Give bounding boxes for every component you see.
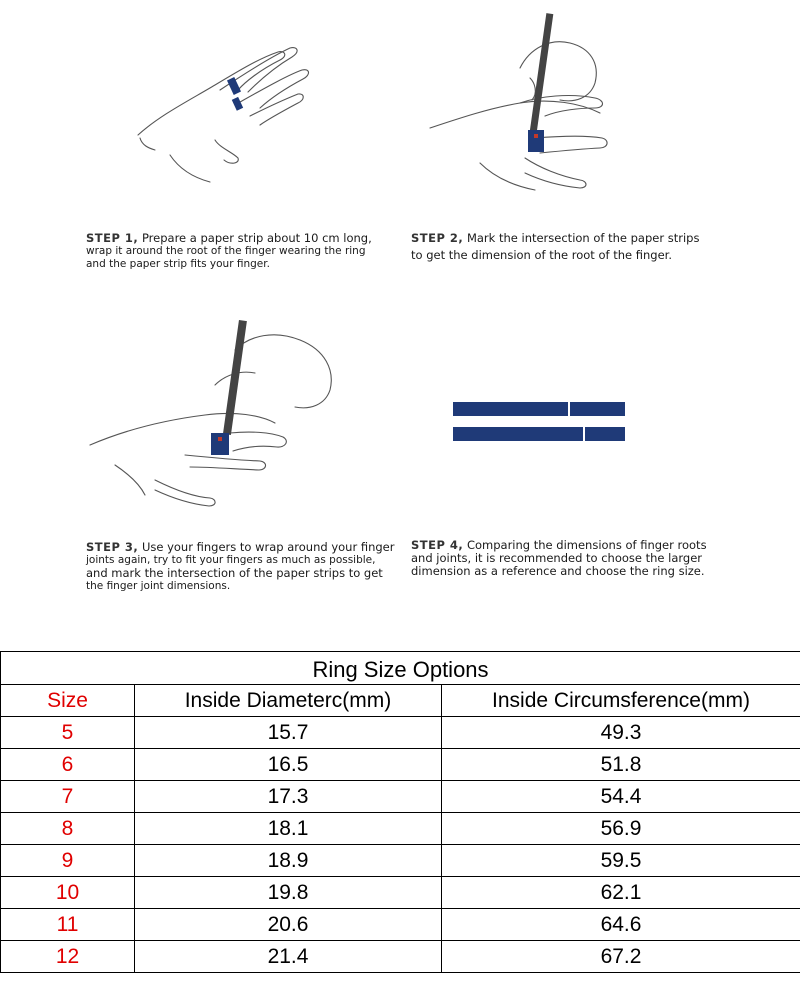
circumference-cell: 54.4 [442, 781, 800, 813]
paper-strip [528, 130, 544, 152]
step-label: STEP 2, [411, 231, 464, 245]
joint-strip-end [585, 427, 625, 441]
step-line: Prepare a paper strip about 10 cm long, [141, 231, 372, 245]
table-header-row [1, 685, 800, 717]
step2-hand-illustration [420, 8, 650, 198]
circumference-cell: 67.2 [442, 941, 800, 973]
step-label: STEP 3, [86, 540, 139, 554]
table-row [1, 909, 800, 941]
table-row [1, 845, 800, 877]
diameter-cell: 16.5 [135, 749, 442, 781]
circumference-cell: 56.9 [442, 813, 800, 845]
paper-strip [211, 433, 229, 455]
step-label: STEP 1, [86, 231, 139, 245]
pen [529, 13, 553, 138]
step-line: to get the dimension of the root of the finger. [411, 248, 672, 262]
table-row [1, 717, 800, 749]
circumference-cell: 64.6 [442, 909, 800, 941]
step-4-text [411, 539, 707, 578]
step-1-text [86, 232, 372, 271]
step-label: STEP 4, [411, 538, 464, 552]
size-cell: 8 [1, 813, 135, 845]
diameter-cell: 17.3 [135, 781, 442, 813]
header-size: Size [1, 685, 135, 717]
table-row [1, 781, 800, 813]
step-line: joints again, try to fit your fingers as much as possible, [86, 554, 376, 566]
paper-strip [227, 77, 241, 95]
strip-comparison [453, 402, 625, 442]
step-line: the finger joint dimensions. [86, 580, 231, 592]
circumference-cell: 49.3 [442, 717, 800, 749]
circumference-cell: 59.5 [442, 845, 800, 877]
step-line: dimension as a reference and choose the ring size. [411, 564, 705, 578]
header-circumference: Inside Circumsference(mm) [442, 685, 800, 717]
step-3-text [86, 541, 394, 593]
size-cell: 11 [1, 909, 135, 941]
root-strip [453, 402, 568, 416]
size-cell: 9 [1, 845, 135, 877]
diameter-cell: 18.1 [135, 813, 442, 845]
step-line: wrap it around the root of the finger wearing the ring [86, 245, 366, 257]
size-cell: 6 [1, 749, 135, 781]
diameter-cell: 20.6 [135, 909, 442, 941]
ring-size-table [0, 651, 800, 973]
size-cell: 7 [1, 781, 135, 813]
size-cell: 10 [1, 877, 135, 909]
step-line: Mark the intersection of the paper strips [466, 231, 700, 245]
table-row [1, 941, 800, 973]
size-cell: 12 [1, 941, 135, 973]
step-line: and mark the intersection of the paper strips to get [86, 566, 383, 580]
step-line: Use your fingers to wrap around your finger [141, 540, 395, 554]
step3-hand-illustration [85, 315, 355, 515]
header-diameter: Inside Diameterc(mm) [135, 685, 442, 717]
circumference-cell: 62.1 [442, 877, 800, 909]
table-row [1, 877, 800, 909]
joint-strip [453, 427, 583, 441]
pen [223, 320, 247, 435]
step1-hand-illustration [120, 30, 340, 190]
step-line: Comparing the dimensions of finger roots [466, 538, 707, 552]
diameter-cell: 15.7 [135, 717, 442, 749]
root-strip-end [570, 402, 625, 416]
step-line: and the paper strip fits your finger. [86, 258, 270, 270]
step-line: and joints, it is recommended to choose the larger [411, 551, 703, 565]
table-title: Ring Size Options [0, 651, 800, 684]
circumference-cell: 51.8 [442, 749, 800, 781]
step-2-text [411, 232, 699, 262]
diameter-cell: 18.9 [135, 845, 442, 877]
size-cell: 5 [1, 717, 135, 749]
diameter-cell: 19.8 [135, 877, 442, 909]
diameter-cell: 21.4 [135, 941, 442, 973]
table-row [1, 813, 800, 845]
table-row [1, 749, 800, 781]
